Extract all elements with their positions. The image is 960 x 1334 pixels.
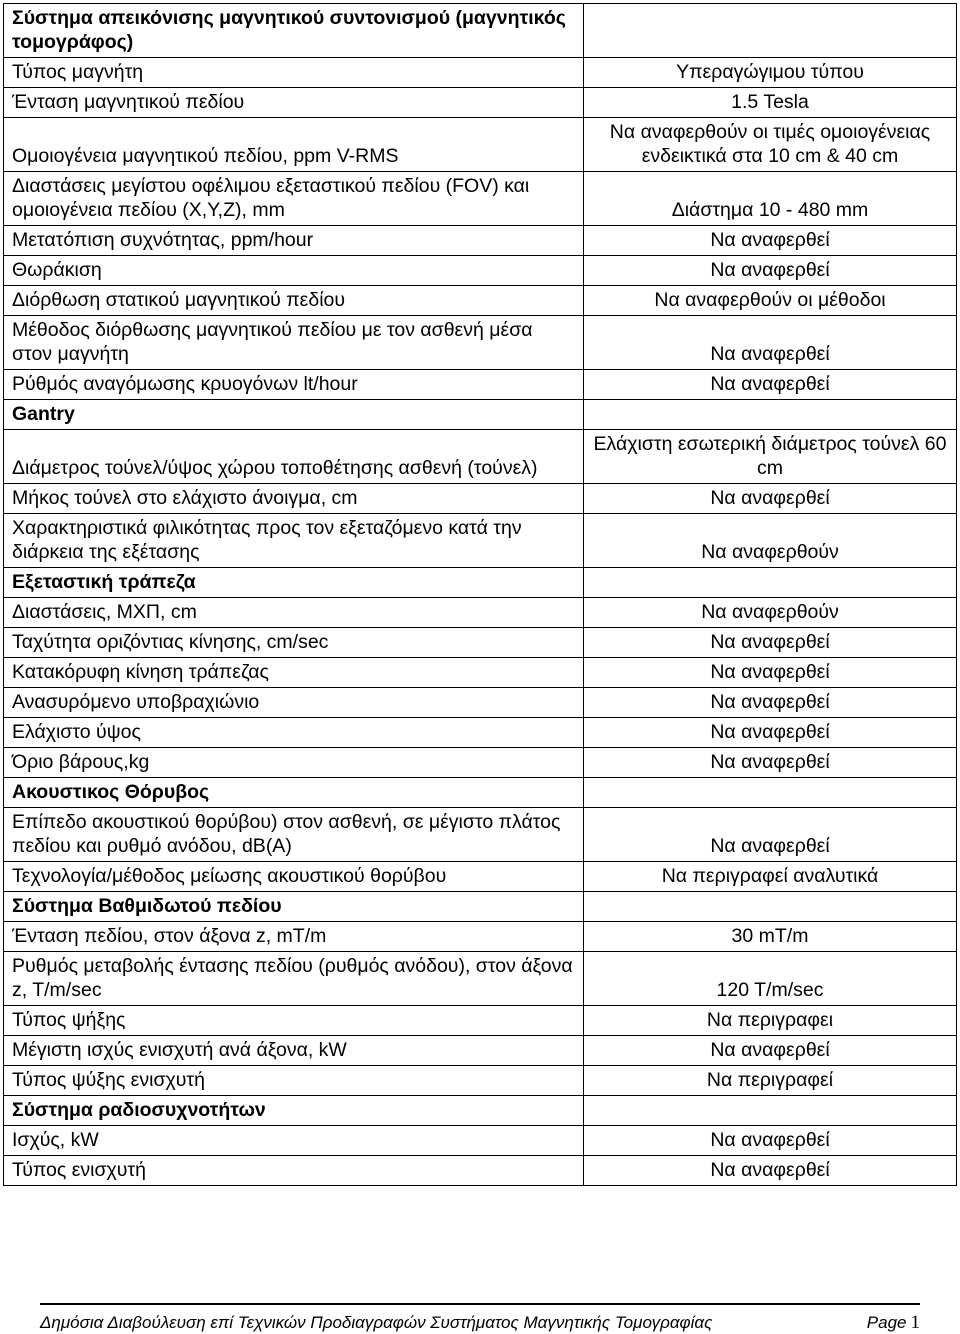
table-row bbox=[4, 862, 957, 892]
table-row bbox=[4, 1006, 957, 1036]
spec-value bbox=[584, 1096, 957, 1126]
table-row bbox=[4, 256, 957, 286]
spec-value: Να αναφερθούν οι τιμές ομοιογένειας ενδεικτικά στα 10 cm & 40 cm bbox=[584, 118, 957, 172]
spec-value: Να περιγραφεί αναλυτικά bbox=[584, 862, 957, 892]
spec-label: Ανασυρόμενο υποβραχιώνιο bbox=[4, 688, 584, 718]
spec-label: Μέθοδος διόρθωσης μαγνητικού πεδίου με τον ασθενή μέσα στον μαγνήτη bbox=[4, 316, 584, 370]
spec-value: 30 mT/m bbox=[584, 922, 957, 952]
spec-value: Να αναφερθούν οι μέθοδοι bbox=[584, 286, 957, 316]
table-row bbox=[4, 1066, 957, 1096]
table-row bbox=[4, 172, 957, 226]
table-row bbox=[4, 808, 957, 862]
section-title: Εξεταστική τράπεζα bbox=[4, 568, 584, 598]
spec-value: Να αναφερθεί bbox=[584, 718, 957, 748]
table-row bbox=[4, 118, 957, 172]
spec-value: Να περιγραφει bbox=[584, 1006, 957, 1036]
page-number-value: 1 bbox=[910, 1312, 920, 1333]
table-title-row bbox=[4, 4, 957, 58]
spec-label: Ταχύτητα οριζόντιας κίνησης, cm/sec bbox=[4, 628, 584, 658]
spec-label: Κατακόρυφη κίνηση τράπεζας bbox=[4, 658, 584, 688]
spec-value: Να αναφερθεί bbox=[584, 1036, 957, 1066]
table-row bbox=[4, 316, 957, 370]
spec-label: Διάμετρος τούνελ/ύψος χώρου τοποθέτησης ασθενή (τούνελ) bbox=[4, 430, 584, 484]
table-row bbox=[4, 58, 957, 88]
table-row bbox=[4, 628, 957, 658]
table-row bbox=[4, 1126, 957, 1156]
spec-value bbox=[584, 568, 957, 598]
spec-label: Θωράκιση bbox=[4, 256, 584, 286]
specifications-table-body bbox=[4, 4, 957, 1186]
spec-label: Ελάχιστο ύψος bbox=[4, 718, 584, 748]
footer-text: Δημόσια Διαβούλευση επί Τεχνικών Προδιαγραφών Συστήματος Μαγνητικής Τομογραφίας bbox=[40, 1313, 713, 1332]
spec-value: Να αναφερθεί bbox=[584, 1126, 957, 1156]
spec-label: Όριο βάρους,kg bbox=[4, 748, 584, 778]
spec-value: Να αναφερθεί bbox=[584, 484, 957, 514]
table-row bbox=[4, 1156, 957, 1186]
document-page bbox=[3, 3, 957, 1186]
spec-value: Να αναφερθεί bbox=[584, 658, 957, 688]
section-header-row bbox=[4, 778, 957, 808]
spec-value: 1.5 Tesla bbox=[584, 88, 957, 118]
table-row bbox=[4, 1036, 957, 1066]
table-row bbox=[4, 430, 957, 484]
spec-value: Να αναφερθεί bbox=[584, 748, 957, 778]
specifications-table bbox=[3, 3, 957, 1186]
table-row bbox=[4, 88, 957, 118]
spec-label: Τεχνολογία/μέθοδος μείωσης ακουστικού θορύβου bbox=[4, 862, 584, 892]
spec-value: Ελάχιστη εσωτερική διάμετρος τούνελ 60 cm bbox=[584, 430, 957, 484]
table-row bbox=[4, 922, 957, 952]
spec-value bbox=[584, 892, 957, 922]
section-title: Σύστημα ραδιοσυχνοτήτων bbox=[4, 1096, 584, 1126]
spec-value: Να περιγραφεί bbox=[584, 1066, 957, 1096]
spec-label: Ισχύς, kW bbox=[4, 1126, 584, 1156]
spec-label: Τύπος μαγνήτη bbox=[4, 58, 584, 88]
spec-value: Να αναφερθεί bbox=[584, 256, 957, 286]
table-row bbox=[4, 484, 957, 514]
table-row bbox=[4, 370, 957, 400]
spec-value: Να αναφερθεί bbox=[584, 370, 957, 400]
spec-value: Να αναφερθούν bbox=[584, 598, 957, 628]
table-title: Σύστημα απεικόνισης μαγνητικού συντονισμού (μαγνητικός τομογράφος) bbox=[4, 4, 584, 58]
section-title: Gantry bbox=[4, 400, 584, 430]
spec-label: Διαστάσεις μεγίστου οφέλιμου εξεταστικού πεδίου (FOV) και ομοιογένεια πεδίου (X,Y,Z), mm bbox=[4, 172, 584, 226]
spec-label: Τύπος ψήξης bbox=[4, 1006, 584, 1036]
spec-label: Μέγιστη ισχύς ενισχυτή ανά άξονα, kW bbox=[4, 1036, 584, 1066]
spec-value: Να αναφερθεί bbox=[584, 226, 957, 256]
spec-value: Να αναφερθεί bbox=[584, 1156, 957, 1186]
table-row bbox=[4, 658, 957, 688]
spec-value: Υπεραγώγιμου τύπου bbox=[584, 58, 957, 88]
spec-label: Ομοιογένεια μαγνητικού πεδίου, ppm V-RMS bbox=[4, 118, 584, 172]
table-title-value-cell bbox=[584, 4, 957, 58]
table-row bbox=[4, 718, 957, 748]
table-row bbox=[4, 598, 957, 628]
spec-label: Τύπος ενισχυτή bbox=[4, 1156, 584, 1186]
spec-label: Ένταση πεδίου, στον άξονα z, mT/m bbox=[4, 922, 584, 952]
table-row bbox=[4, 748, 957, 778]
page-label: Page bbox=[866, 1313, 907, 1332]
table-row bbox=[4, 286, 957, 316]
spec-value: Να αναφερθούν bbox=[584, 514, 957, 568]
section-header-row bbox=[4, 568, 957, 598]
section-title: Σύστημα Βαθμιδωτού πεδίου bbox=[4, 892, 584, 922]
spec-label: Χαρακτηριστικά φιλικότητας προς τον εξεταζόμενο κατά την διάρκεια της εξέτασης bbox=[4, 514, 584, 568]
table-row bbox=[4, 514, 957, 568]
spec-label: Ένταση μαγνητικού πεδίου bbox=[4, 88, 584, 118]
page-number bbox=[867, 1312, 920, 1334]
spec-value: 120 T/m/sec bbox=[584, 952, 957, 1006]
section-header-row bbox=[4, 892, 957, 922]
spec-label: Τύπος ψύξης ενισχυτή bbox=[4, 1066, 584, 1096]
spec-label: Διόρθωση στατικού μαγνητικού πεδίου bbox=[4, 286, 584, 316]
section-header-row bbox=[4, 1096, 957, 1126]
spec-label: Διαστάσεις, ΜΧΠ, cm bbox=[4, 598, 584, 628]
spec-value: Να αναφερθεί bbox=[584, 316, 957, 370]
spec-value bbox=[584, 778, 957, 808]
section-title: Ακουστικος Θόρυβος bbox=[4, 778, 584, 808]
table-row bbox=[4, 688, 957, 718]
page-footer bbox=[40, 1303, 920, 1334]
spec-value bbox=[584, 400, 957, 430]
spec-value: Να αναφερθεί bbox=[584, 628, 957, 658]
spec-value: Να αναφερθεί bbox=[584, 808, 957, 862]
spec-label: Επίπεδο ακουστικού θορύβου) στον ασθενή, σε μέγιστο πλάτος πεδίου και ρυθμό ανόδου, dB(A) bbox=[4, 808, 584, 862]
spec-label: Μήκος τούνελ στο ελάχιστο άνοιγμα, cm bbox=[4, 484, 584, 514]
spec-value: Να αναφερθεί bbox=[584, 688, 957, 718]
spec-label: Ρυθμός μεταβολής έντασης πεδίου (ρυθμός ανόδου), στον άξονα z, T/m/sec bbox=[4, 952, 584, 1006]
spec-label: Μετατόπιση συχνότητας, ppm/hour bbox=[4, 226, 584, 256]
table-row bbox=[4, 226, 957, 256]
section-header-row bbox=[4, 400, 957, 430]
table-row bbox=[4, 952, 957, 1006]
spec-label: Ρύθμός αναγόμωσης κρυογόνων lt/hour bbox=[4, 370, 584, 400]
spec-value: Διάστημα 10 - 480 mm bbox=[584, 172, 957, 226]
